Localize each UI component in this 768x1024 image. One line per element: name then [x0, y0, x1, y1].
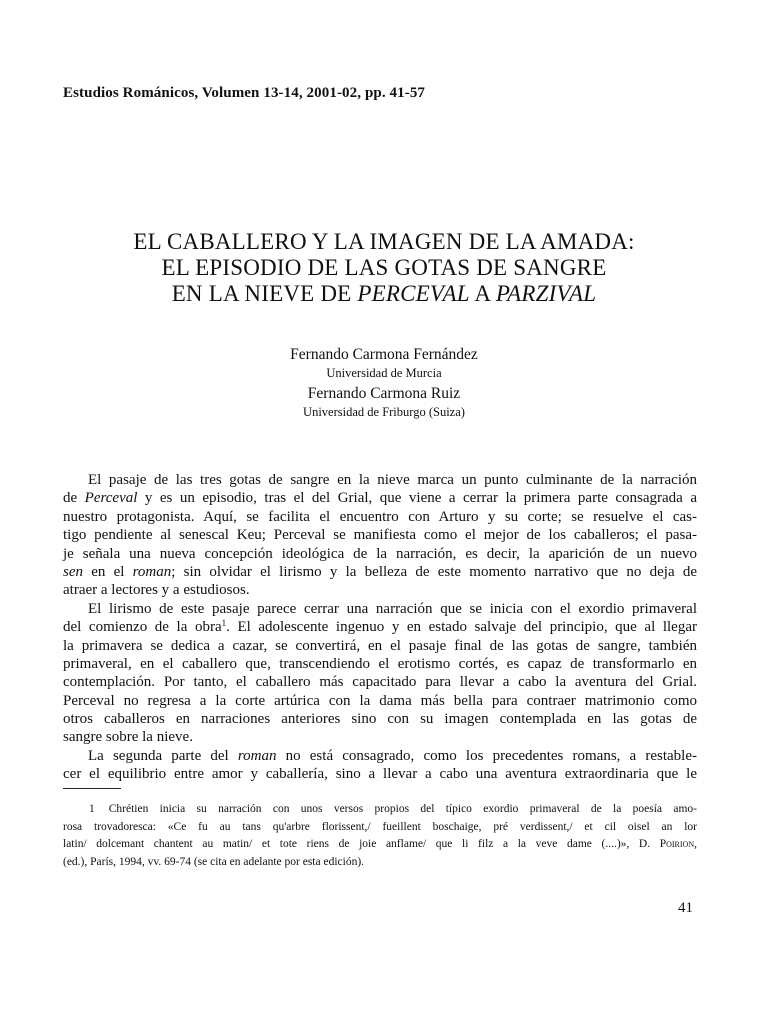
- footnote-text: Chrétien inicia su narración con unos versos propios del típico exordio primaveral de la poesía amo-: [108, 803, 697, 815]
- body-text: en el: [83, 563, 133, 580]
- footnote-ref[interactable]: 1: [221, 618, 227, 629]
- footnote-text: ,: [694, 838, 697, 850]
- body-line: Perceval no regresa a la corte artúrica con la dama más bella para contraer matrimonio como: [63, 692, 697, 709]
- author-affiliation-1: Universidad de Murcia: [326, 366, 442, 380]
- article-body: [63, 471, 697, 784]
- body-italic: roman: [132, 563, 172, 580]
- body-line: cer el equilibrio entre amor y caballería, sino a llevar a cabo una aventura extraordinaria que le: [63, 766, 697, 783]
- body-text: de: [63, 490, 85, 507]
- body-line: je señala una nueva concepción ideológica de la narración, es decir, la aparición de un nuevo: [63, 545, 697, 562]
- footnote-line: [63, 836, 697, 854]
- footnote-number: 1: [89, 803, 95, 815]
- body-line: nuestro protagonista. Aquí, se facilita el encuentro con Arturo y su corte; se resuelve el cas-: [63, 508, 697, 525]
- body-text: ; sin olvidar el lirismo y la belleza de este momento narrativo que no deja de: [171, 563, 697, 580]
- body-italic: roman: [237, 747, 277, 764]
- footnote-line: (ed.), París, 1994, vv. 69-74 (se cita en adelante por esta edición).: [63, 855, 365, 868]
- footnote-text: latin/ dolcemant chantent au matin/ et tote riens de joie anflame/ que li filz a la veve dame (....)», D.: [63, 838, 660, 850]
- author-name-1: Fernando Carmona Fernández: [290, 346, 478, 363]
- body-line: [63, 489, 697, 507]
- body-line: [63, 618, 697, 636]
- body-line: El lirismo de este pasaje parece cerrar una narración que se inicia con el exordio primaveral: [88, 600, 697, 617]
- body-line: otros caballeros en narraciones anteriores sino con su imagen contemplada en las gotas de: [63, 711, 697, 728]
- footnote-line: rosa trovadoresca: «Ce fu au tans qu'arbre florissent,/ fueillent boschaige, pré verdissent,/ et cil oisel an lor: [63, 820, 697, 833]
- body-text: no está consagrado, como los precedentes romans, a restable-: [276, 747, 697, 764]
- body-text: del comienzo de la obra: [63, 619, 222, 636]
- author-block: [0, 345, 768, 423]
- body-line: [63, 563, 697, 581]
- body-line: tigo pendiente al senescal Keu; Perceval se manifiesta como el mejor de los caballeros; el pasa-: [63, 527, 697, 544]
- body-line: contemplación. Por tanto, el caballero más capacitado para llevar a cabo la aventura del Grial.: [63, 674, 697, 691]
- body-line: sangre sobre la nieve.: [63, 729, 193, 746]
- title-parzival: PARZIVAL: [495, 281, 597, 306]
- footnote-divider: [63, 788, 121, 789]
- body-text: La segunda parte del: [88, 747, 238, 764]
- title-line-3: [0, 281, 768, 307]
- page-number: 41: [678, 900, 693, 916]
- body-line: la primavera se dedica a cazar, se convertirá, en el pasaje final de las gotas de sangre, también: [63, 637, 697, 654]
- title-line-2: EL EPISODIO DE LAS GOTAS DE SANGRE: [161, 255, 607, 280]
- body-line: primaveral, en el caballero que, transcendiendo el erotismo cortés, es capaz de transformarlo en: [63, 655, 697, 672]
- article-title: [0, 229, 768, 307]
- title-line-3-mid: A: [469, 281, 496, 306]
- body-line: atraer a lectores y a estudiosos.: [63, 582, 250, 599]
- footnote: [63, 801, 697, 871]
- author-name-2: Fernando Carmona Ruiz: [307, 385, 461, 402]
- body-text: . El adolescente ingenuo y en estado salvaje del principio, que al llegar: [226, 619, 697, 636]
- title-line-1: EL CABALLERO Y LA IMAGEN DE LA AMADA:: [133, 229, 635, 254]
- footnote-author: Poirion: [659, 838, 695, 850]
- body-text: y es un episodio, tras el del Grial, que viene a cerrar la primera parte consagrada a: [137, 490, 697, 507]
- title-perceval: PERCEVAL: [357, 281, 470, 306]
- body-italic: sen: [63, 563, 83, 580]
- body-italic: Perceval: [84, 490, 138, 507]
- author-affiliation-2: Universidad de Friburgo (Suiza): [303, 405, 465, 419]
- journal-citation: Estudios Románicos, Volumen 13-14, 2001-02, pp. 41-57: [63, 85, 426, 101]
- footnote-line: [63, 801, 697, 819]
- title-line-3-text: EN LA NIEVE DE: [171, 281, 358, 306]
- body-line: [63, 747, 697, 765]
- body-line: El pasaje de las tres gotas de sangre en la nieve marca un punto culminante de la narración: [88, 472, 697, 488]
